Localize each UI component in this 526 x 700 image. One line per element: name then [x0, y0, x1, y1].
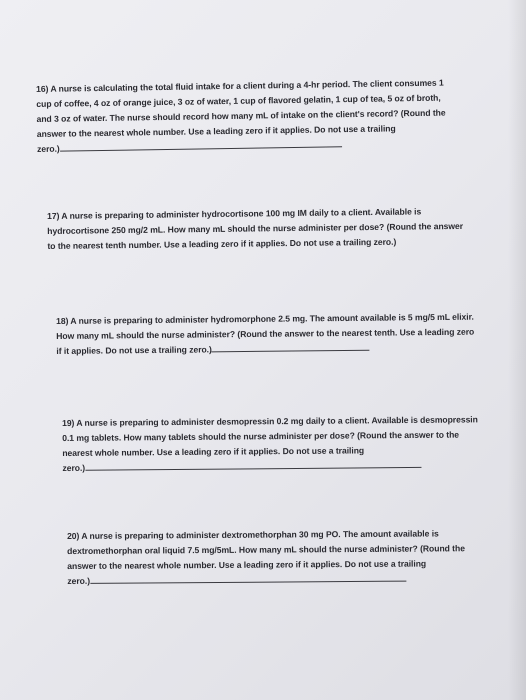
question-18: [56, 310, 474, 359]
page-shadow: [508, 0, 526, 700]
question-19-line-1: 19) A nurse is preparing to administer desmopressin 0.2 mg daily to a client. Available is desmopressin: [62, 414, 478, 428]
question-17-line-2: hydrocortisone 250 mg/2 mL. How many mL should the nurse administer per dose? (Round the answer: [47, 220, 464, 236]
question-20: [67, 526, 465, 589]
question-19-line-3: nearest whole number. Use a leading zero if it applies. Do not use a trailing: [62, 445, 365, 458]
question-20-answer-row: [67, 571, 465, 589]
question-16-line-5: zero.): [36, 143, 60, 154]
question-20-line-2: dextromethorphan oral liquid 7.5 mg/5mL. How many mL should the nurse administer? (Round the: [67, 543, 465, 556]
question-19-answer-row: [62, 457, 478, 476]
question-18-line-3: if it applies. Do not use a trailing zero.): [56, 344, 212, 356]
question-16-line-3: and 3 oz of water. The nurse should record how many mL of intake on the client's record? (Round the: [36, 107, 446, 124]
question-19-line-4: zero.): [62, 462, 86, 473]
question-19-answer-line[interactable]: [85, 458, 421, 471]
question-18-answer-row: [56, 340, 474, 359]
question-16-line-1: 16) A nurse is calculating the total fluid intake for a client during a 4-hr period. The client consumes 1: [36, 77, 444, 94]
question-18-line-1: 18) A nurse is preparing to administer hydromorphone 2.5 mg. The amount available is 5 mg/5 mL elixir.: [56, 311, 474, 326]
question-16-line-4: answer to the nearest whole number. Use a leading zero if it applies. Do not use a trailing: [36, 123, 396, 139]
question-17: [47, 204, 463, 254]
question-18-answer-line[interactable]: [212, 341, 370, 353]
question-19-line-2: 0.1 mg tablets. How many tablets should the nurse administer per dose? (Round the answer to the: [62, 429, 460, 443]
question-16: [36, 76, 446, 157]
question-19: [62, 412, 478, 476]
question-18-line-2: How many mL should the nurse administer? (Round the answer to the nearest tenth. Use a leading zero: [56, 326, 475, 341]
question-16-line-2: cup of coffee, 4 oz of orange juice, 3 oz of water, 1 cup of flavored gelatin, 1 cup of tea, 5 oz of broth,: [36, 92, 441, 109]
question-17-line-3: to the nearest tenth number. Use a leading zero if it applies. Do not use a trailing zero.): [47, 236, 397, 251]
question-20-line-4: zero.): [67, 575, 91, 586]
question-20-line-1: 20) A nurse is preparing to administer dextromethorphan 30 mg PO. The amount available is: [67, 528, 439, 541]
question-17-line-1: 17) A nurse is preparing to administer hydrocortisone 100 mg IM daily to a client. Available is: [47, 206, 422, 221]
question-20-answer-line[interactable]: [90, 572, 406, 584]
question-20-line-3: answer to the nearest whole number. Use a leading zero if it applies. Do not use a trailing: [67, 558, 427, 571]
